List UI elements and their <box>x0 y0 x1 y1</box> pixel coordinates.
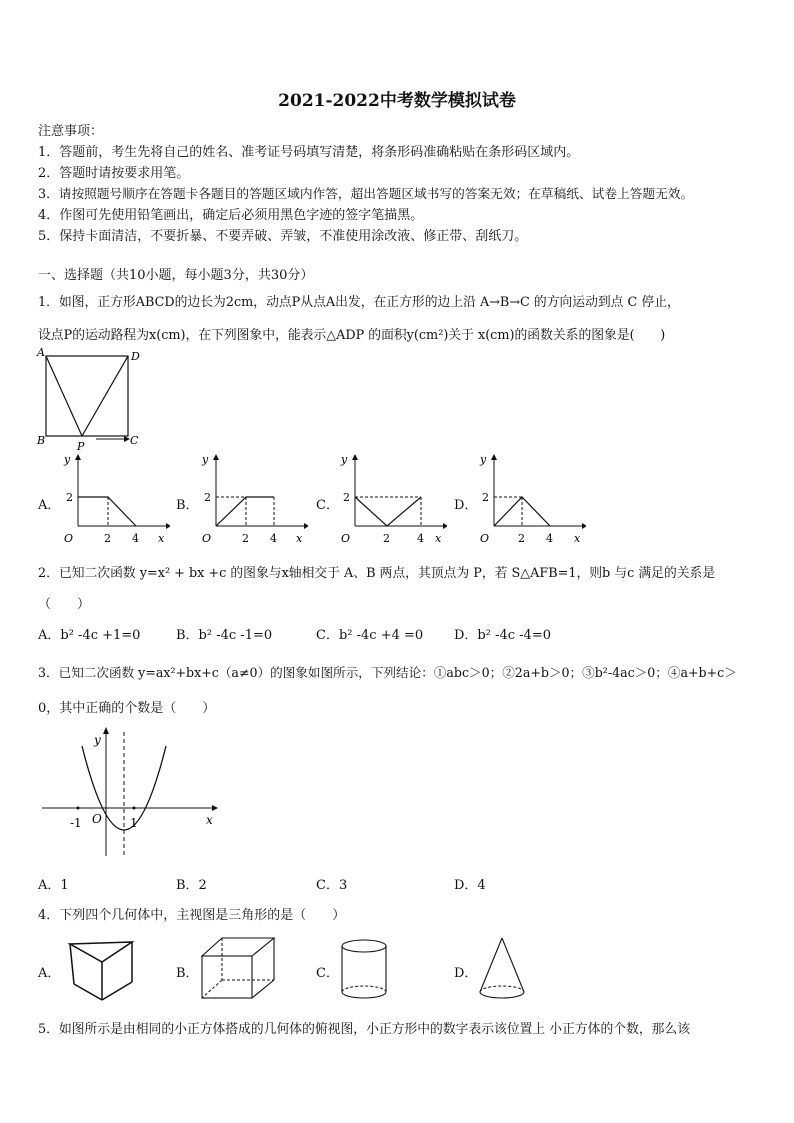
square-abcd <box>46 356 128 436</box>
tick-neg1: -1 <box>70 816 82 830</box>
q4-option-c[interactable]: C． <box>316 966 339 981</box>
origin-label: O <box>341 532 351 545</box>
q1-text-line1: 1．如图，正方形ABCD的边长为2cm，动点P从点A出发，在正方形的边上沿 A→B→C 的方向运动到点 C 停止， <box>38 295 680 310</box>
label-d: D <box>131 350 140 363</box>
triangular-prism-icon <box>62 934 146 1004</box>
origin-label: O <box>92 812 102 826</box>
tick-2: 2 <box>204 491 211 504</box>
graph-curve <box>355 497 421 526</box>
label-b: B <box>37 434 46 447</box>
cone-icon <box>474 934 534 1004</box>
q1-square-figure <box>34 346 154 452</box>
q5-text: 5．如图所示是由相同的小正方体搭成的几何体的俯视图，小正方形中的数字表示该位置上 小正方体的个数，那么该 <box>38 1022 691 1037</box>
axis-x-label: x <box>206 813 213 827</box>
label-a: A <box>37 346 45 359</box>
q2-text-line1: 2．已知二次函数 y=x² + bx +c 的图象与x轴相交于 A、B 两点，其顶点为 P，若 S△AFB=1，则b 与c 满足的关系是 <box>38 566 716 581</box>
q1-graph-c <box>335 452 447 546</box>
tick-x-4: 4 <box>270 532 277 545</box>
q3-text-line2: 0，其中正确的个数是（ ） <box>38 701 216 716</box>
origin-label: O <box>64 532 74 545</box>
axis-y-label: y <box>94 733 101 747</box>
origin-label: O <box>480 532 490 545</box>
axis-x-label: x <box>574 532 581 545</box>
axis-y-label: y <box>480 453 487 466</box>
page-title: 2021-2022中考数学模拟试卷 <box>278 91 516 111</box>
graph-curve <box>216 497 274 526</box>
q1-option-a[interactable]: A． <box>38 498 61 513</box>
q3-option-b[interactable]: B．2 <box>176 878 207 893</box>
axis-x-label: x <box>296 532 303 545</box>
tick-2: 2 <box>343 491 350 504</box>
q3-option-d[interactable]: D．4 <box>454 878 486 893</box>
axis-y-label: y <box>202 453 209 466</box>
tick-x-2: 2 <box>383 532 390 545</box>
q1-text-line2: 设点P的运动路程为x(cm)，在下列图象中，能表示△ADP 的面积y(cm²)关于 x(cm)的函数关系的图象是( ) <box>38 328 666 343</box>
q2-option-c[interactable]: C．b² -4c +4 =0 <box>316 628 424 643</box>
tick-1: 1 <box>130 816 138 830</box>
tick-x-2: 2 <box>242 532 249 545</box>
notice-item: 5．保持卡面清洁，不要折暴、不要弄破、弄皱，不准使用涂改液、修正带、刮纸刀。 <box>38 229 528 244</box>
notice-item: 4．作图可先使用铅笔画出，确定后必须用黑色字迹的签字笔描黑。 <box>38 208 424 223</box>
notice-item: 1．答题前，考生先将自己的姓名、准考证号码填写清楚，将条形码准确粘贴在条形码区域内。 <box>38 145 580 160</box>
tick-x-2: 2 <box>518 532 525 545</box>
q1-option-c[interactable]: C． <box>316 498 339 513</box>
q3-parabola-figure <box>38 724 222 864</box>
notice-item: 2．答题时请按要求用笔。 <box>38 166 190 181</box>
axis-x-label: x <box>435 532 442 545</box>
tick-x-4: 4 <box>417 532 424 545</box>
axis-x-label: x <box>158 532 165 545</box>
tick-x-4: 4 <box>132 532 139 545</box>
origin-label: O <box>202 532 212 545</box>
q3-option-a[interactable]: A．1 <box>38 878 69 893</box>
q2-option-a[interactable]: A．b² -4c +1=0 <box>38 628 141 643</box>
q2-text-line2: （ ） <box>38 597 91 612</box>
q4-option-d[interactable]: D． <box>454 966 478 981</box>
q2-option-d[interactable]: D．b² -4c -4=0 <box>454 628 551 643</box>
section-heading: 一、选择题（共10小题，每小题3分，共30分） <box>38 268 314 283</box>
graph-curve <box>78 497 136 526</box>
tick-x-2: 2 <box>104 532 111 545</box>
tick-2: 2 <box>482 491 489 504</box>
cylinder-icon <box>336 934 396 1004</box>
q1-option-b[interactable]: B． <box>176 498 199 513</box>
segment-dp <box>82 356 128 436</box>
tick-2: 2 <box>66 491 73 504</box>
q3-option-c[interactable]: C．3 <box>316 878 348 893</box>
tick-x-4: 4 <box>546 532 553 545</box>
graph-curve <box>494 497 550 526</box>
axis-y-label: y <box>64 453 71 466</box>
q2-option-b[interactable]: B．b² -4c -1=0 <box>176 628 273 643</box>
axis-y-label: y <box>341 453 348 466</box>
label-p: P <box>77 440 85 452</box>
q4-text: 4．下列四个几何体中，主视图是三角形的是（ ） <box>38 908 346 923</box>
segment-ap <box>46 356 82 436</box>
q4-option-a[interactable]: A． <box>38 966 61 981</box>
q1-graph-d <box>474 452 586 546</box>
q3-text-line1: 3．已知二次函数 y=ax²+bx+c（a≠0）的图象如图所示，下列结论：①abc＞0；②2a+b＞0；③b²-4ac＞0；④a+b+c＞ <box>38 665 737 680</box>
q1-graph-a <box>58 452 170 546</box>
q1-graph-b <box>196 452 308 546</box>
notice-heading: 注意事项： <box>38 124 104 139</box>
label-c: C <box>130 434 139 447</box>
notice-item: 3．请按照题号顺序在答题卡各题目的答题区域内作答，超出答题区域书写的答案无效；在草稿纸、试卷上答题无效。 <box>38 186 694 201</box>
q4-option-b[interactable]: B． <box>176 966 199 981</box>
q1-option-d[interactable]: D． <box>454 498 478 513</box>
cube-icon <box>198 934 282 1004</box>
